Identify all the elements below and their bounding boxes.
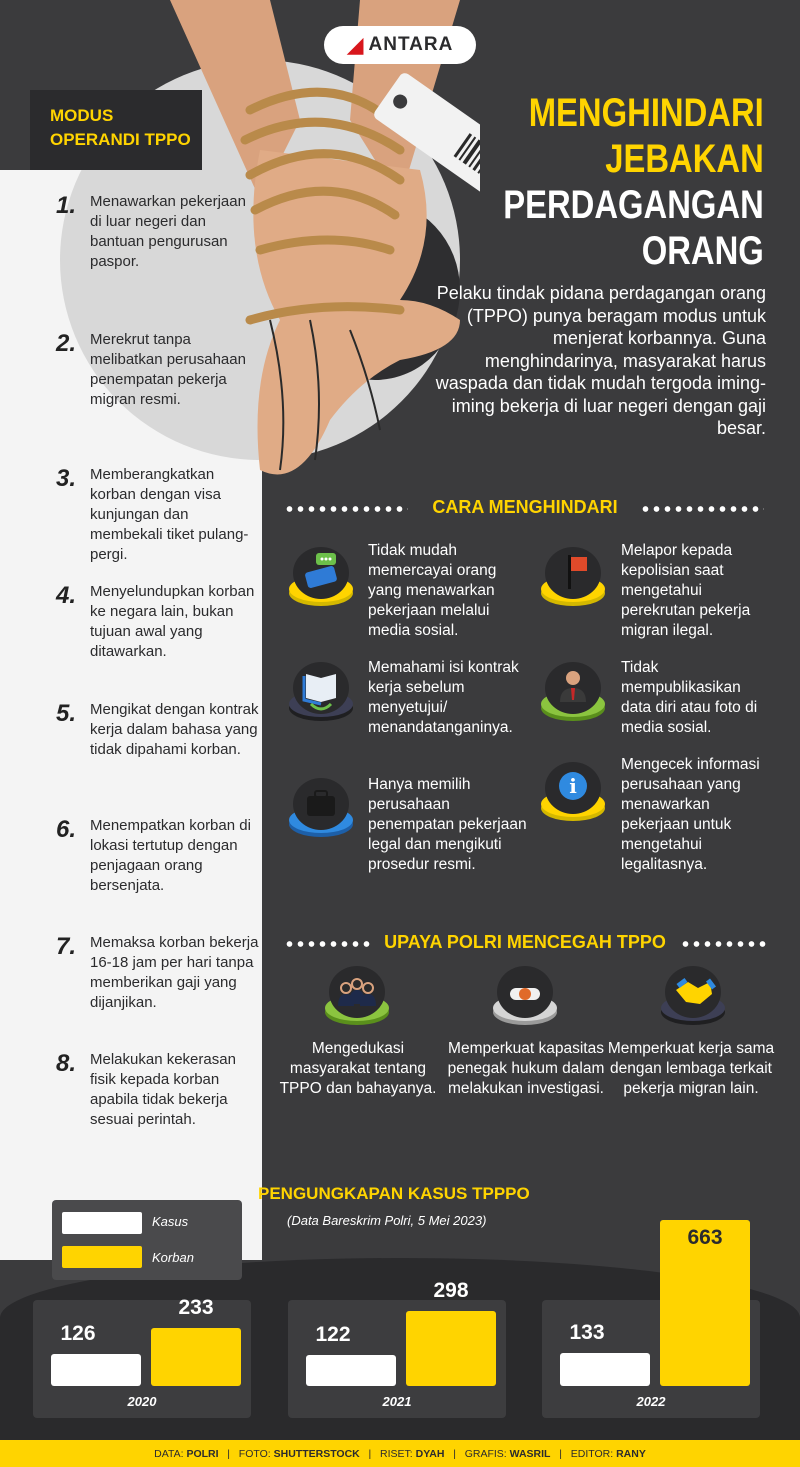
credit-separator: | bbox=[368, 1447, 372, 1460]
main-title bbox=[503, 90, 764, 274]
modus-text: Menempatkan korban di lokasi tertutup dengan penjagaan orang bersenjata. bbox=[90, 817, 251, 894]
value-kasus-2022: 133 bbox=[569, 1321, 605, 1344]
credit-riset-value: DYAH bbox=[415, 1447, 445, 1460]
modus-heading-line1: MODUS bbox=[50, 106, 114, 125]
chart-panel-2020 bbox=[33, 1296, 251, 1418]
title-line4: ORANG bbox=[641, 229, 764, 273]
credit-data-value: POLRI bbox=[186, 1447, 219, 1460]
value-kasus-2020: 126 bbox=[60, 1322, 96, 1345]
chart-panel-2021 bbox=[288, 1279, 506, 1418]
year-label-2020: 2020 bbox=[127, 1394, 157, 1409]
info-icon bbox=[538, 760, 608, 824]
chart-subtitle: (Data Bareskrim Polri, 5 Mei 2023) bbox=[287, 1213, 487, 1228]
modus-number: 1. bbox=[56, 192, 77, 219]
logo-text: ANTARA bbox=[368, 34, 454, 55]
chat-phone-icon bbox=[286, 545, 356, 609]
cara-text: Melapor kepada kepolisian saat mengetahui perekrutan pekerja migran ilegal. bbox=[621, 542, 751, 639]
handshake-icon bbox=[658, 964, 728, 1028]
upaya-text: Mengedukasi masyarakat tentang TPPO dan bahayanya. bbox=[279, 1040, 437, 1097]
value-korban-2020: 233 bbox=[178, 1296, 214, 1319]
credit-editor-value: RANY bbox=[616, 1447, 646, 1460]
legend-label-kasus: Kasus bbox=[152, 1214, 189, 1229]
value-korban-2022: 663 bbox=[687, 1226, 723, 1249]
cara-text: Mengecek informasi perusahaan yang menawarkan pekerjaan untuk mengetahui legalitasnya. bbox=[621, 756, 760, 873]
briefcase-icon bbox=[286, 776, 356, 840]
bar-kasus-2020 bbox=[51, 1354, 141, 1386]
cara-text: Tidak mempublikasikan data diri atau foto di media sosial. bbox=[621, 659, 758, 736]
credit-foto-label: FOTO: bbox=[238, 1447, 271, 1460]
heading-dots-left bbox=[284, 506, 408, 512]
modus-heading-line2: OPERANDI TPPO bbox=[50, 130, 191, 149]
cara-text: Tidak mudah memercayai orang yang menawarkan pekerjaan melalui media sosial. bbox=[368, 542, 497, 639]
legend-swatch-korban bbox=[62, 1246, 142, 1268]
modus-number: 6. bbox=[56, 816, 77, 843]
credit-riset-label: RISET: bbox=[380, 1447, 413, 1460]
credits-footer bbox=[0, 1440, 800, 1467]
legend-swatch-kasus bbox=[62, 1212, 142, 1234]
heading-dots-right bbox=[680, 941, 766, 947]
credit-separator: | bbox=[453, 1447, 456, 1460]
credit-foto-value: SHUTTERSTOCK bbox=[273, 1447, 360, 1460]
antara-logo bbox=[324, 26, 476, 64]
modus-text: Melakukan kekerasan fisik kepada korban apabila tidak bekerja sesuai perintah. bbox=[90, 1051, 236, 1128]
credit-separator: | bbox=[559, 1447, 562, 1460]
credit-data-label: DATA: bbox=[154, 1447, 184, 1460]
svg-text:i: i bbox=[569, 774, 577, 798]
chart-title: PENGUNGKAPAN KASUS TPPPO bbox=[258, 1184, 530, 1203]
contract-book-icon bbox=[286, 660, 356, 724]
chart-panel-2022 bbox=[542, 1226, 760, 1418]
modus-number: 2. bbox=[56, 330, 77, 357]
legend-label-korban: Korban bbox=[152, 1250, 194, 1265]
value-korban-2021: 298 bbox=[433, 1279, 469, 1302]
modus-number: 7. bbox=[56, 933, 77, 960]
title-line3: PERDAGANGAN bbox=[503, 183, 764, 227]
heading-dots-right bbox=[640, 506, 764, 512]
modus-number: 5. bbox=[56, 700, 77, 727]
cara-text: Memahami isi kontrak kerja sebelum menyetujui/ menandatanganinya. bbox=[368, 659, 519, 736]
modus-text: Mengikat dengan kontrak kerja dalam bahasa yang tidak dipahami korban. bbox=[90, 701, 259, 758]
upaya-text: Memperkuat kerja sama dengan lembaga terkait pekerja migran lain. bbox=[607, 1040, 775, 1097]
flag-icon bbox=[538, 545, 608, 609]
credit-editor-label: EDITOR: bbox=[570, 1447, 614, 1460]
upaya-text: Memperkuat kapasitas penegak hukum dalam melakukan investigasi. bbox=[447, 1040, 605, 1097]
modus-number: 3. bbox=[56, 465, 77, 492]
modus-text: Memberangkatkan korban dengan visa kunjungan dan membekali tiket pulang-pergi. bbox=[90, 466, 249, 563]
cara-text: Hanya memilih perusahaan penempatan pekerjaan legal dan mengikuti prosedur resmi. bbox=[368, 776, 527, 873]
magnifier-icon bbox=[490, 964, 560, 1028]
upaya-heading: UPAYA POLRI MENCEGAH TPPO bbox=[384, 932, 666, 952]
modus-number: 4. bbox=[56, 582, 77, 609]
cara-heading: CARA MENGHINDARI bbox=[432, 497, 618, 517]
bar-korban-2020 bbox=[151, 1328, 241, 1386]
bar-kasus-2022 bbox=[560, 1353, 650, 1386]
bar-kasus-2021 bbox=[306, 1355, 396, 1386]
antara-mark-icon: ◢ bbox=[346, 32, 365, 57]
value-kasus-2021: 122 bbox=[315, 1323, 351, 1346]
intro-paragraph: Pelaku tindak pidana perdagangan orang (TPPO) punya beragam modus untuk menjerat korbannya. Guna menghindarinya, masyarakat harus waspada dan tidak mudah tergoda iming-iming bekerja di luar negeri dengan gaji besar. bbox=[435, 283, 766, 438]
people-group-icon bbox=[322, 964, 392, 1028]
modus-text: Menyelundupkan korban ke negara lain, bukan tujuan awal yang ditawarkan. bbox=[90, 583, 255, 660]
title-line2: JEBAKAN bbox=[605, 137, 764, 181]
modus-heading-box bbox=[30, 90, 202, 170]
chart-legend bbox=[52, 1200, 242, 1280]
modus-text: Merekrut tanpa melibatkan perusahaan penempatan pekerja migran resmi. bbox=[90, 331, 246, 408]
year-label-2022: 2022 bbox=[636, 1394, 666, 1409]
modus-text: Menawarkan pekerjaan di luar negeri dan bantuan pengurusan paspor. bbox=[90, 193, 246, 270]
bar-korban-2021 bbox=[406, 1311, 496, 1386]
credit-grafis-value: WASRIL bbox=[509, 1447, 551, 1460]
year-label-2021: 2021 bbox=[382, 1394, 412, 1409]
person-icon bbox=[538, 660, 608, 724]
heading-dots-left bbox=[284, 941, 370, 947]
credit-grafis-label: GRAFIS: bbox=[464, 1447, 507, 1460]
modus-number: 8. bbox=[56, 1050, 77, 1077]
modus-text: Memaksa korban bekerja 16-18 jam per hari tanpa memberikan gaji yang dijanjikan. bbox=[90, 934, 259, 1011]
title-line1: MENGHINDARI bbox=[528, 91, 764, 135]
credit-separator: | bbox=[227, 1447, 231, 1460]
